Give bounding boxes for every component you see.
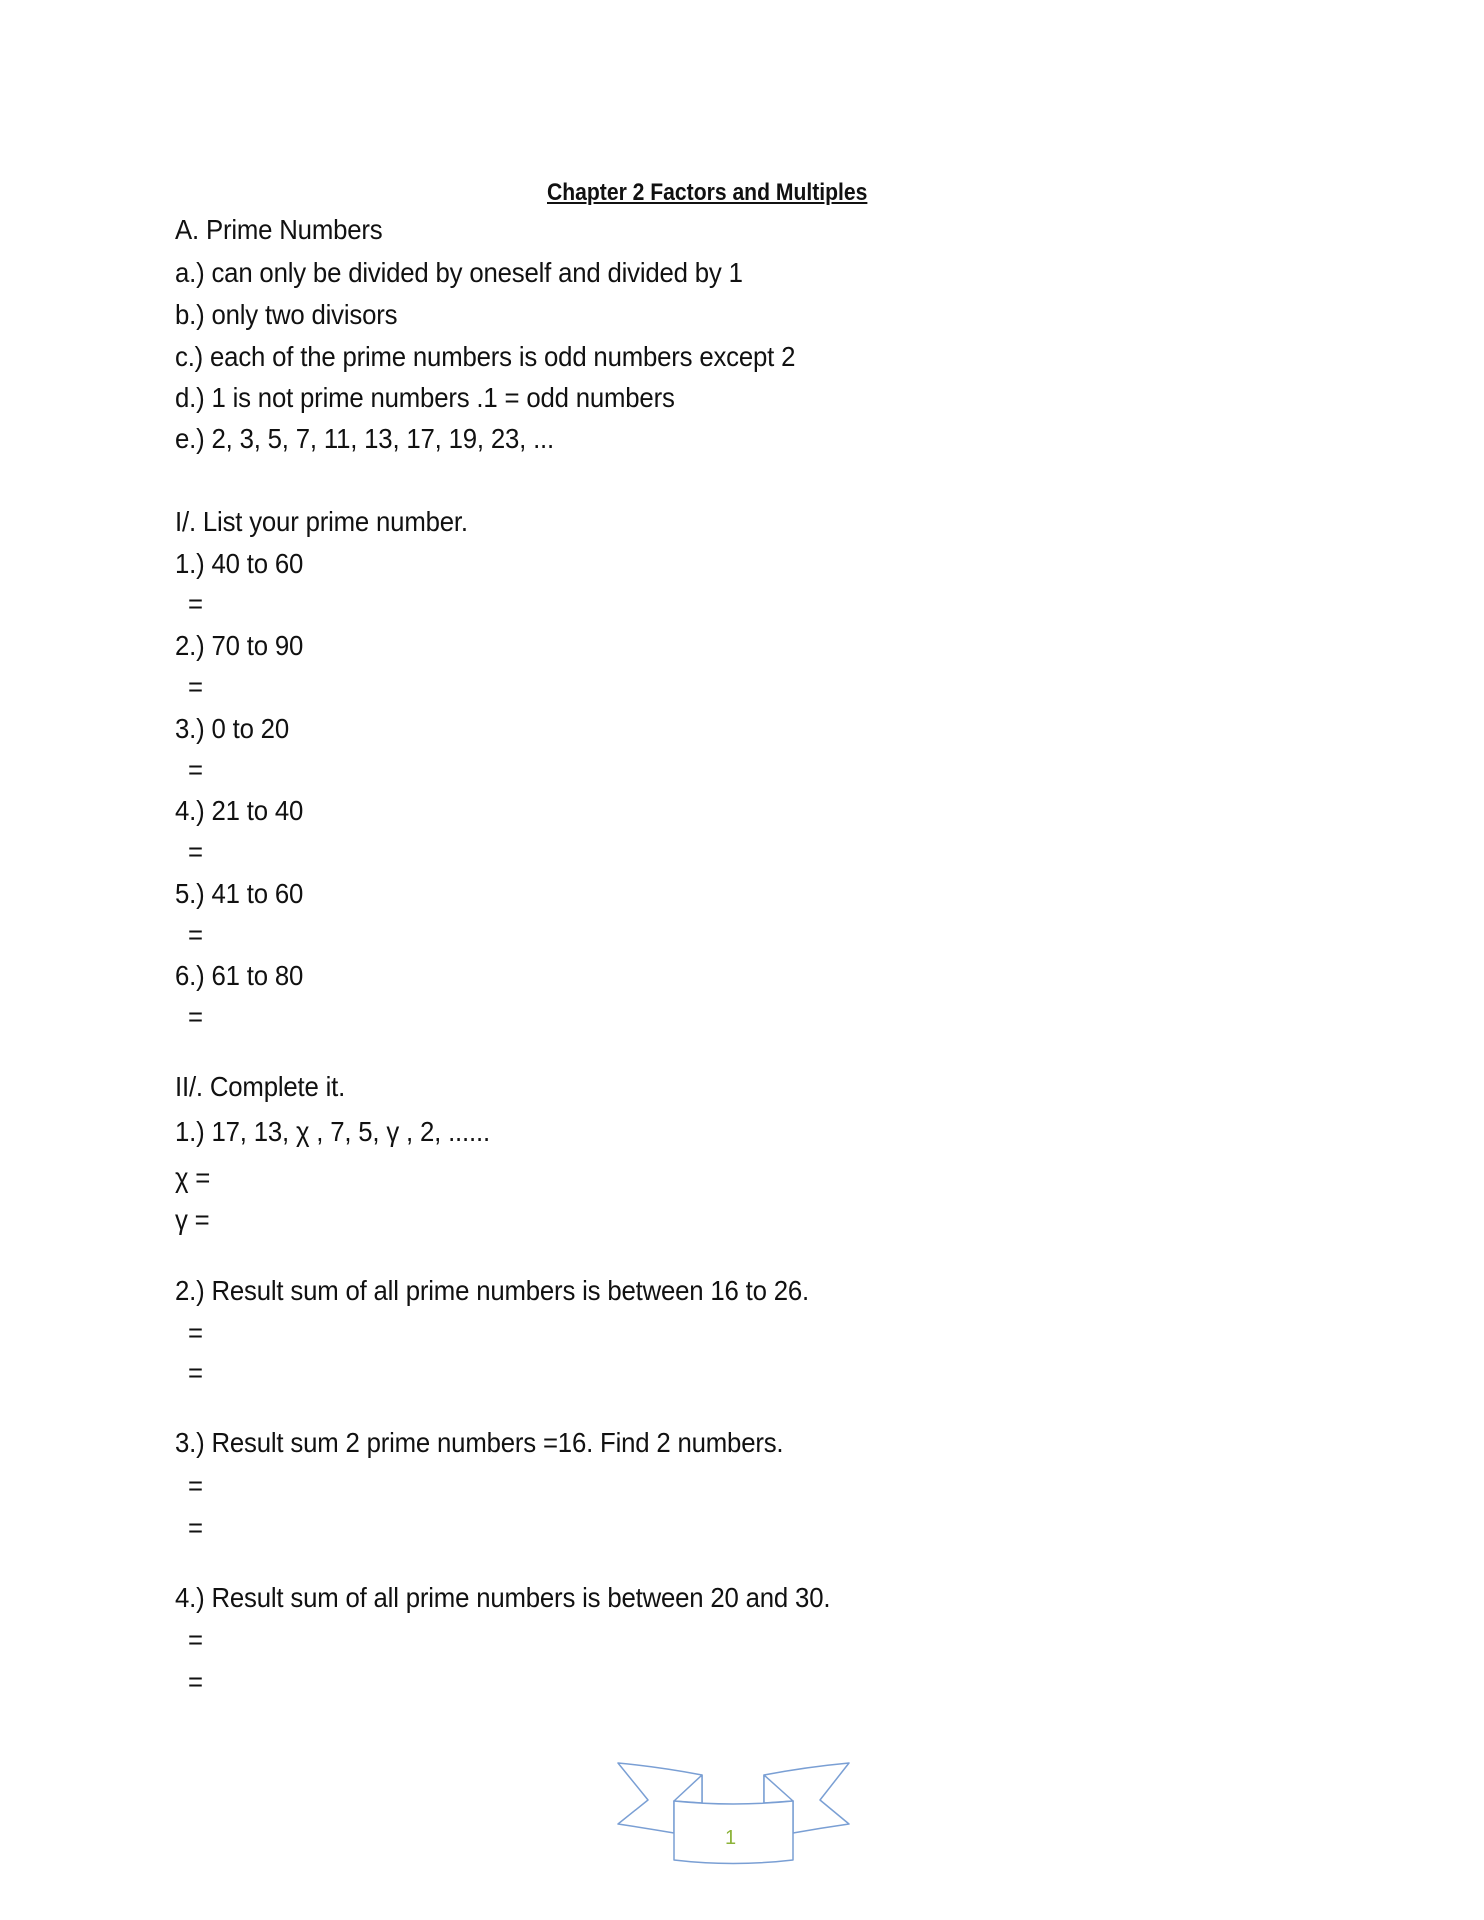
exercise-item: 2.) 70 to 90 <box>175 630 304 661</box>
definition-point: e.) 2, 3, 5, 7, 11, 13, 17, 19, 23, ... <box>175 423 555 454</box>
answer-line: = <box>188 1317 203 1348</box>
question: 2.) Result sum of all prime numbers is between 16 to 26. <box>175 1275 810 1306</box>
answer-gamma: γ = <box>175 1204 210 1235</box>
answer-line: = <box>188 754 203 785</box>
question: 4.) Result sum of all prime numbers is between 20 and 30. <box>175 1582 831 1613</box>
answer-line: = <box>188 1624 203 1655</box>
exercise-item: 4.) 21 to 40 <box>175 795 304 826</box>
definition-point: d.) 1 is not prime numbers .1 = odd numbers <box>175 382 675 413</box>
answer-line: = <box>188 836 203 867</box>
answer-line: = <box>188 1512 203 1543</box>
answer-line: = <box>188 588 203 619</box>
answer-line: = <box>188 1357 203 1388</box>
definition-point: b.) only two divisors <box>175 299 398 330</box>
definition-point: c.) each of the prime numbers is odd numbers except 2 <box>175 341 796 372</box>
answer-line: = <box>188 671 203 702</box>
question: 1.) 17, 13, χ , 7, 5, γ , 2, ...... <box>175 1116 490 1147</box>
exercise-heading: I/. List your prime number. <box>175 506 468 537</box>
answer-line: = <box>188 919 203 950</box>
section-heading: A. Prime Numbers <box>175 214 383 245</box>
question: 3.) Result sum 2 prime numbers =16. Find 2 numbers. <box>175 1427 784 1458</box>
page-number-ribbon-icon <box>600 1740 860 1880</box>
definition-point: a.) can only be divided by oneself and divided by 1 <box>175 257 743 288</box>
answer-line: = <box>188 1666 203 1697</box>
chapter-title: Chapter 2 Factors and Multiples <box>547 179 868 206</box>
answer-line: = <box>188 1001 203 1032</box>
exercise-item: 5.) 41 to 60 <box>175 878 304 909</box>
exercise-heading: II/. Complete it. <box>175 1071 346 1102</box>
exercise-item: 3.) 0 to 20 <box>175 713 289 744</box>
answer-chi: χ = <box>175 1162 211 1193</box>
exercise-item: 6.) 61 to 80 <box>175 960 304 991</box>
answer-line: = <box>188 1470 203 1501</box>
page-number: 1 <box>725 1827 737 1849</box>
exercise-item: 1.) 40 to 60 <box>175 548 304 579</box>
